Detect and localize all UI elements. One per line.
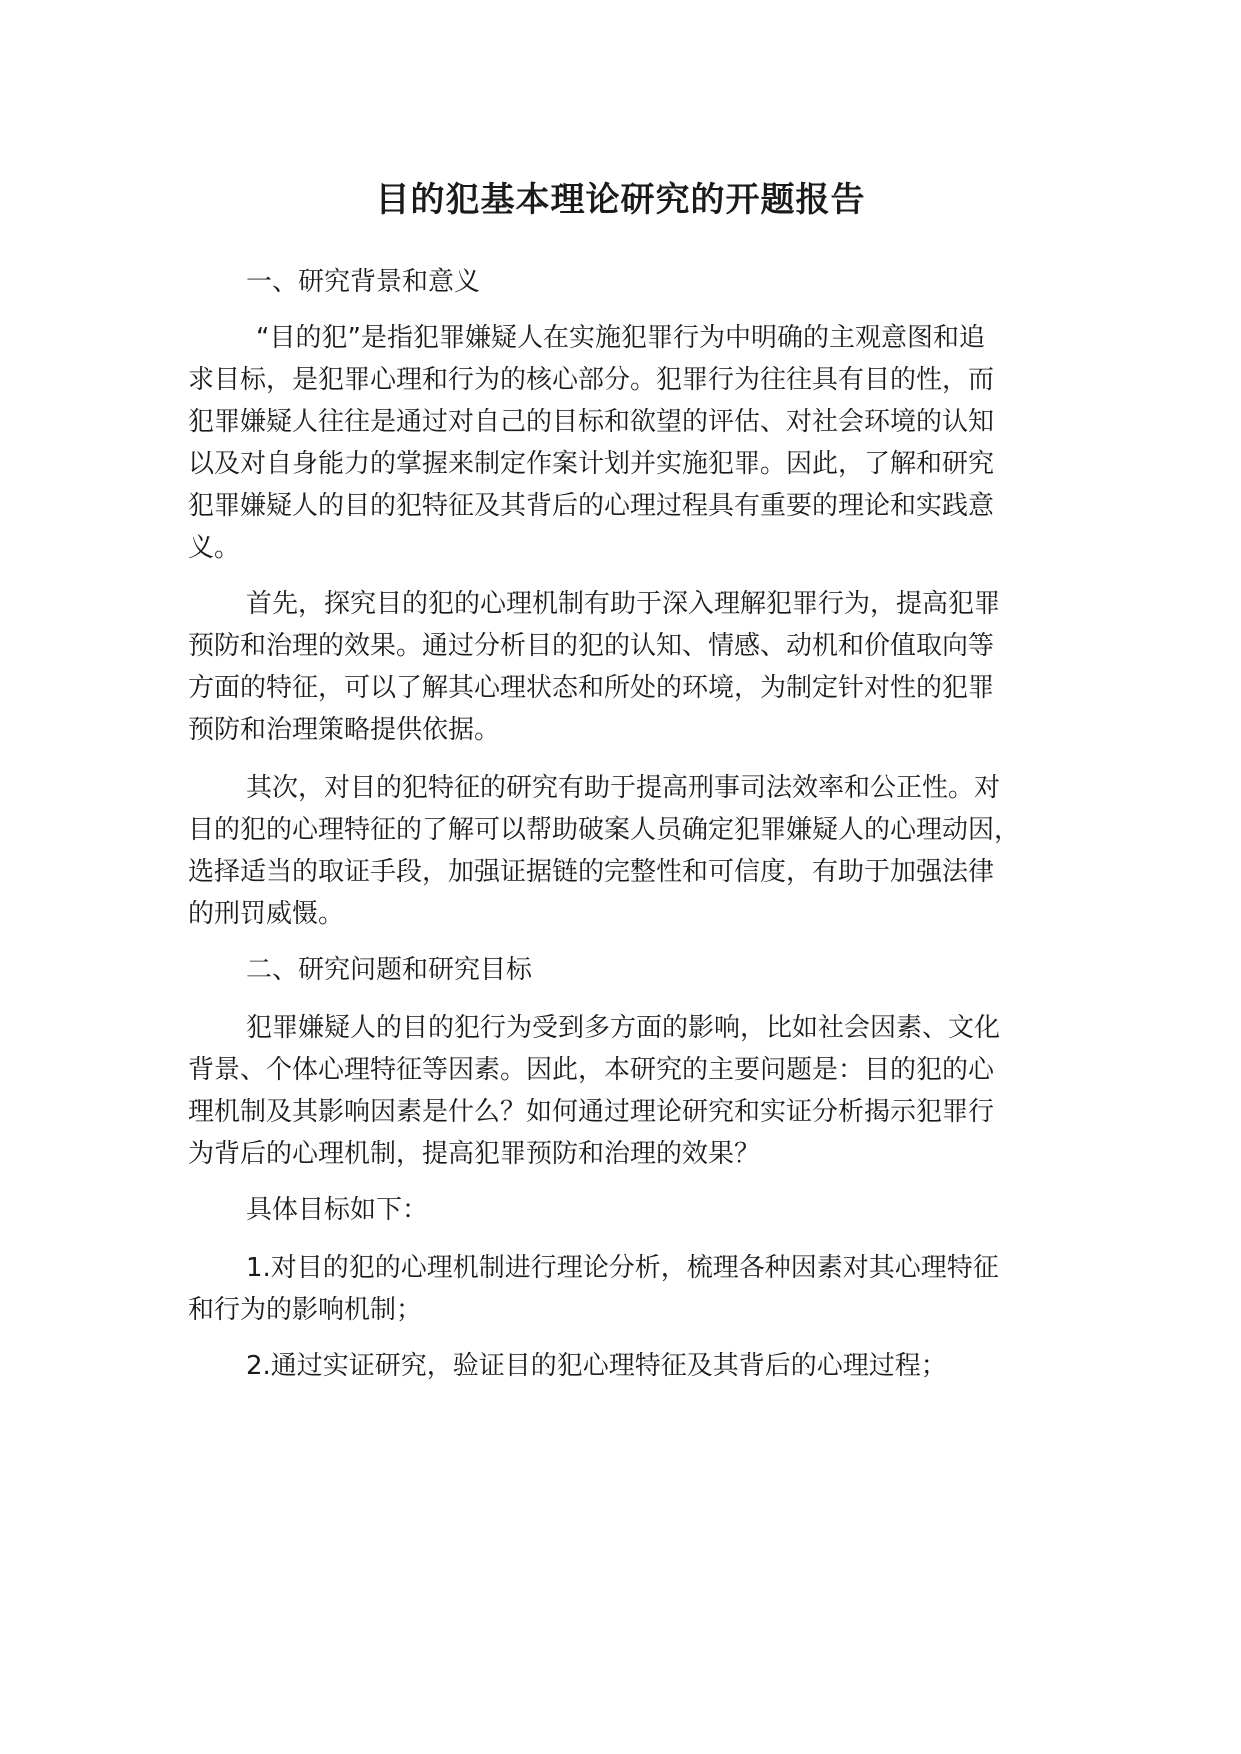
list-item-line: 2.通过实证研究，验证目的犯心理特征及其背后的心理过程； bbox=[246, 1351, 947, 1381]
paragraph-line: “目的犯”是指犯罪嫌疑人在实施犯罪行为中明确的主观意图和追 bbox=[256, 323, 985, 353]
paragraph-line: 首先，探究目的犯的心理机制有助于深入理解犯罪行为，提高犯罪 bbox=[246, 589, 1001, 619]
paragraph-line: 目的犯的心理特征的了解可以帮助破案人员确定犯罪嫌疑人的心理动因， bbox=[188, 815, 1021, 845]
paragraph-line: 具体目标如下： bbox=[246, 1195, 429, 1225]
paragraph-line: 预防和治理的效果。通过分析目的犯的认知、情感、动机和价值取向等 bbox=[188, 631, 995, 661]
paragraph-line: 求目标，是犯罪心理和行为的核心部分。犯罪行为往往具有目的性，而 bbox=[188, 365, 995, 395]
paragraph-line: 方面的特征，可以了解其心理状态和所处的环境，为制定针对性的犯罪 bbox=[188, 673, 995, 703]
list-item-line: 1.对目的犯的心理机制进行理论分析，梳理各种因素对其心理特征 bbox=[246, 1253, 999, 1283]
document-title: 目的犯基本理论研究的开题报告 bbox=[375, 180, 866, 220]
section-heading-1: 一、研究背景和意义 bbox=[246, 267, 481, 297]
paragraph-line: 犯罪嫌疑人的目的犯行为受到多方面的影响，比如社会因素、文化 bbox=[246, 1013, 1001, 1043]
paragraph-line: 犯罪嫌疑人往往是通过对自己的目标和欲望的评估、对社会环境的认知 bbox=[188, 407, 995, 437]
paragraph-line: 以及对自身能力的掌握来制定作案计划并实施犯罪。因此，了解和研究 bbox=[188, 449, 995, 479]
paragraph-line: 其次，对目的犯特征的研究有助于提高刑事司法效率和公正性。对 bbox=[246, 773, 1001, 803]
paragraph-line: 的刑罚威慑。 bbox=[188, 899, 345, 929]
paragraph-line: 义。 bbox=[188, 533, 241, 563]
paragraph-line: 犯罪嫌疑人的目的犯特征及其背后的心理过程具有重要的理论和实践意 bbox=[188, 491, 995, 521]
paragraph-line: 理机制及其影响因素是什么？如何通过理论研究和实证分析揭示犯罪行 bbox=[188, 1097, 995, 1127]
paragraph-line: 选择适当的取证手段，加强证据链的完整性和可信度，有助于加强法律 bbox=[188, 857, 995, 887]
list-item-line: 和行为的影响机制； bbox=[188, 1295, 423, 1325]
paragraph-line: 预防和治理策略提供依据。 bbox=[188, 715, 501, 745]
paragraph-line: 为背后的心理机制，提高犯罪预防和治理的效果？ bbox=[188, 1139, 761, 1169]
section-heading-2: 二、研究问题和研究目标 bbox=[246, 955, 533, 985]
paragraph-line: 背景、个体心理特征等因素。因此，本研究的主要问题是：目的犯的心 bbox=[188, 1055, 995, 1085]
